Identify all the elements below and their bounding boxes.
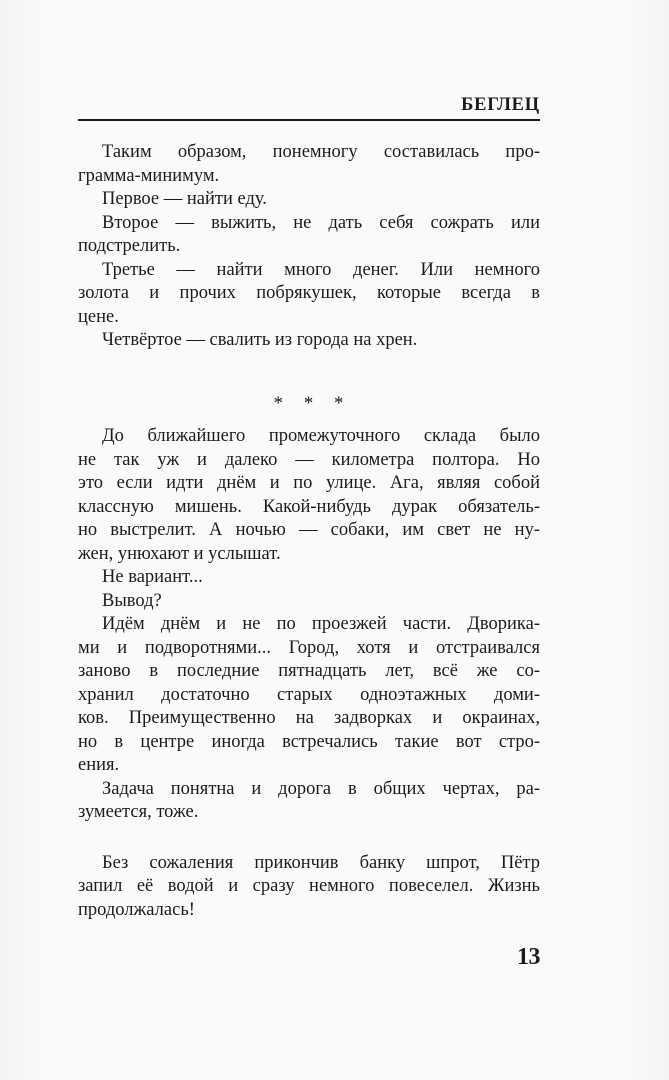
text-line: это если идти днём и по улице. Ага, являя собой bbox=[78, 473, 540, 493]
text-line: Вывод? bbox=[102, 590, 162, 611]
paragraph bbox=[78, 566, 540, 590]
text-line: Первое — найти еду. bbox=[102, 189, 267, 209]
paragraph bbox=[78, 852, 540, 923]
text-line: но в центре иногда встречались такие вот стро- bbox=[78, 731, 540, 752]
text-line: жен, унюхают и услышат. bbox=[78, 543, 281, 564]
text-line: Четвёртое — свалить из города на хрен. bbox=[102, 330, 418, 350]
text-line: ми и подворотнями... Город, хотя и отстраивался bbox=[78, 637, 540, 658]
text-line: зумеется, тоже. bbox=[78, 802, 199, 822]
paragraph bbox=[78, 425, 540, 566]
section-separator: * * * bbox=[273, 392, 345, 414]
text-line: классную мишень. Какой-нибудь дурак обязатель- bbox=[78, 496, 540, 517]
page-header bbox=[78, 0, 540, 121]
text-line: Третье — найти много денег. Или немного bbox=[102, 259, 540, 280]
paragraph bbox=[78, 141, 540, 188]
text-line: но выстрелит. А ночью — собаки, им свет не ну- bbox=[78, 520, 540, 540]
text-line: заново в последние пятнадцать лет, всё же со- bbox=[78, 661, 540, 681]
text-line: Без сожаления прикончив банку шпрот, Пётр bbox=[102, 852, 540, 873]
paragraph bbox=[78, 590, 540, 614]
text-line: ения. bbox=[78, 755, 120, 775]
paragraph bbox=[78, 259, 540, 330]
text-line: грамма-минимум. bbox=[78, 165, 220, 186]
text-line: запил её водой и сразу немного повеселел. Жизнь bbox=[78, 876, 540, 896]
text-line: подстрелить. bbox=[78, 236, 181, 256]
paragraph bbox=[78, 778, 540, 825]
running-title: БЕГЛЕЦ bbox=[78, 94, 540, 121]
text-body bbox=[78, 141, 540, 922]
text-line: Таким образом, понемногу составилась про- bbox=[102, 142, 540, 162]
text-line: хранил достаточно старых одноэтажных доми- bbox=[78, 684, 540, 705]
text-line: Второе — выжить, не дать себя сожрать или bbox=[102, 212, 540, 233]
paragraph bbox=[78, 613, 540, 778]
paragraph bbox=[78, 188, 540, 212]
page-number: 13 bbox=[517, 944, 540, 970]
text-line: Не вариант... bbox=[102, 567, 203, 587]
paragraph bbox=[78, 329, 540, 353]
text-line: не так уж и далеко — километра полтора. Но bbox=[78, 449, 540, 470]
text-line: золота и прочих побрякушек, которые всегда в bbox=[78, 283, 540, 303]
text-line: До ближайшего промежуточного склада было bbox=[102, 426, 540, 446]
text-line: продолжалась! bbox=[78, 899, 195, 920]
text-line: Идём днём и не по проезжей части. Дворика- bbox=[102, 614, 540, 634]
text-line: цене. bbox=[78, 306, 119, 327]
text-line: ков. Преимущественно на задворках и окраинах, bbox=[78, 708, 540, 728]
text-line: Задача понятна и дорога в общих чертах, ра- bbox=[102, 778, 540, 799]
paragraph bbox=[78, 212, 540, 259]
